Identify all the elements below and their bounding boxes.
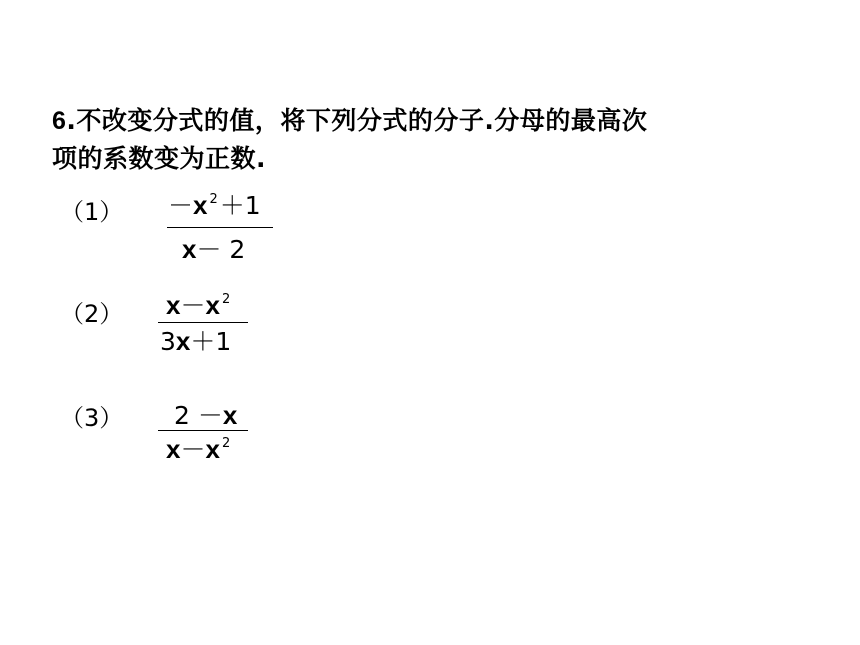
question-number-sep: . (66, 106, 77, 135)
question-number: 6 (52, 107, 67, 135)
den-2-coef: 3 (160, 327, 176, 356)
fraction-1-bar (167, 227, 273, 228)
den-2-x: x (175, 326, 191, 356)
den-3-x1: x (166, 434, 181, 464)
num-3-two-minus: 2 － (174, 401, 223, 430)
item-3-label: （3） (60, 404, 124, 432)
num-2-x1: x (166, 290, 181, 320)
num-1-exponent: 2 (209, 192, 218, 207)
den-3-minus: － (180, 435, 206, 464)
den-3-exponent: 2 (221, 436, 231, 451)
question-text-line-1: 不改变分式的值，将下列分式的分子.分母的最高次 (76, 106, 648, 135)
den-1-rest: － 2 (196, 235, 246, 264)
num-2-exponent: 2 (221, 292, 231, 307)
item-2-label: （2） (60, 300, 124, 328)
question-line-2: 项的系数变为正数. (52, 144, 266, 173)
den-3-x2: x (205, 434, 220, 464)
num-3-x: x (222, 400, 238, 430)
fraction-1-numerator (168, 186, 261, 222)
question-text (52, 102, 792, 178)
num-2-x2: x (205, 290, 220, 320)
item-1-label: （1） (60, 198, 124, 226)
den-1-x: x (182, 234, 197, 264)
num-1-x: x (193, 190, 208, 220)
fraction-1-denominator (182, 230, 245, 266)
fraction-2-denominator (160, 322, 231, 358)
num-2-minus: － (180, 291, 206, 320)
num-1-rest: ＋1 (219, 191, 261, 220)
num-1-minus: － (168, 191, 194, 220)
question-line-1 (52, 102, 792, 140)
den-2-rest: ＋1 (190, 327, 232, 356)
fraction-3-denominator (166, 430, 232, 466)
fraction-3-numerator (174, 396, 237, 432)
fraction-2-numerator (166, 286, 232, 322)
